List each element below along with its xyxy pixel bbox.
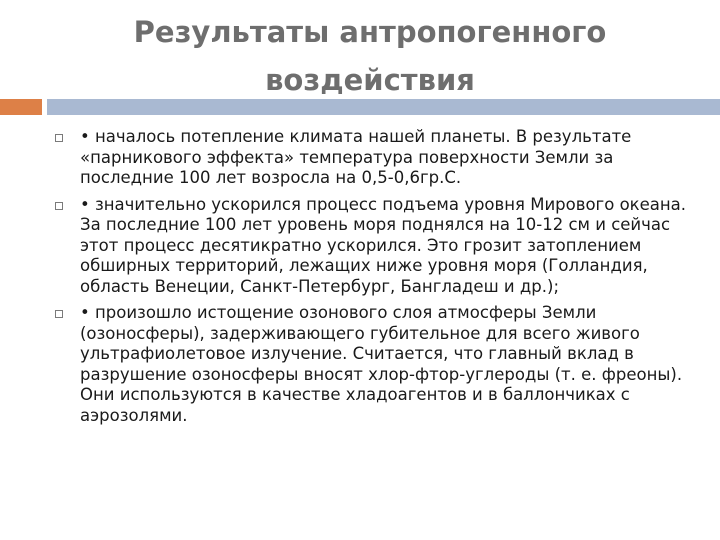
list-item — [50, 303, 690, 426]
accent-bar-blue — [47, 99, 720, 115]
square-bullet-icon — [55, 202, 63, 210]
accent-bar-orange — [0, 99, 42, 115]
list-item-text: • произошло истощение озонового слоя атмосферы Земли (озоносферы), задерживающего губительное для всего живого ультрафиолетовое излучение. Считается, что главный вклад в разрушение озоносферы вносят хлор-фтор-углероды (т. е. фреоны). Они используются в качестве хладоагентов и в баллончиках с аэрозолями. — [80, 303, 683, 425]
list-item — [50, 127, 690, 189]
list-item-text: • значительно ускорился процесс подъема уровня Мирового океана. За последние 100 лет уровень моря поднялся на 10-12 см и сейчас этот процесс десятикратно ускорился. Это грозит затоплением обширных территорий, лежащих ниже уровня моря (Голландия, область Венеции, Санкт-Петербург, Бангладеш и др.); — [80, 194, 687, 296]
bullet-list — [50, 127, 690, 432]
list-item — [50, 195, 690, 298]
square-bullet-icon — [55, 134, 63, 142]
square-bullet-icon — [55, 310, 63, 318]
list-item-text: • началось потепление климата нашей планеты. В результате «парникового эффекта» температура поверхности Земли за последние 100 лет возросла на 0,5-0,6гр.С. — [80, 127, 632, 187]
slide-title: Результаты антропогенного воздействия — [133, 15, 607, 97]
